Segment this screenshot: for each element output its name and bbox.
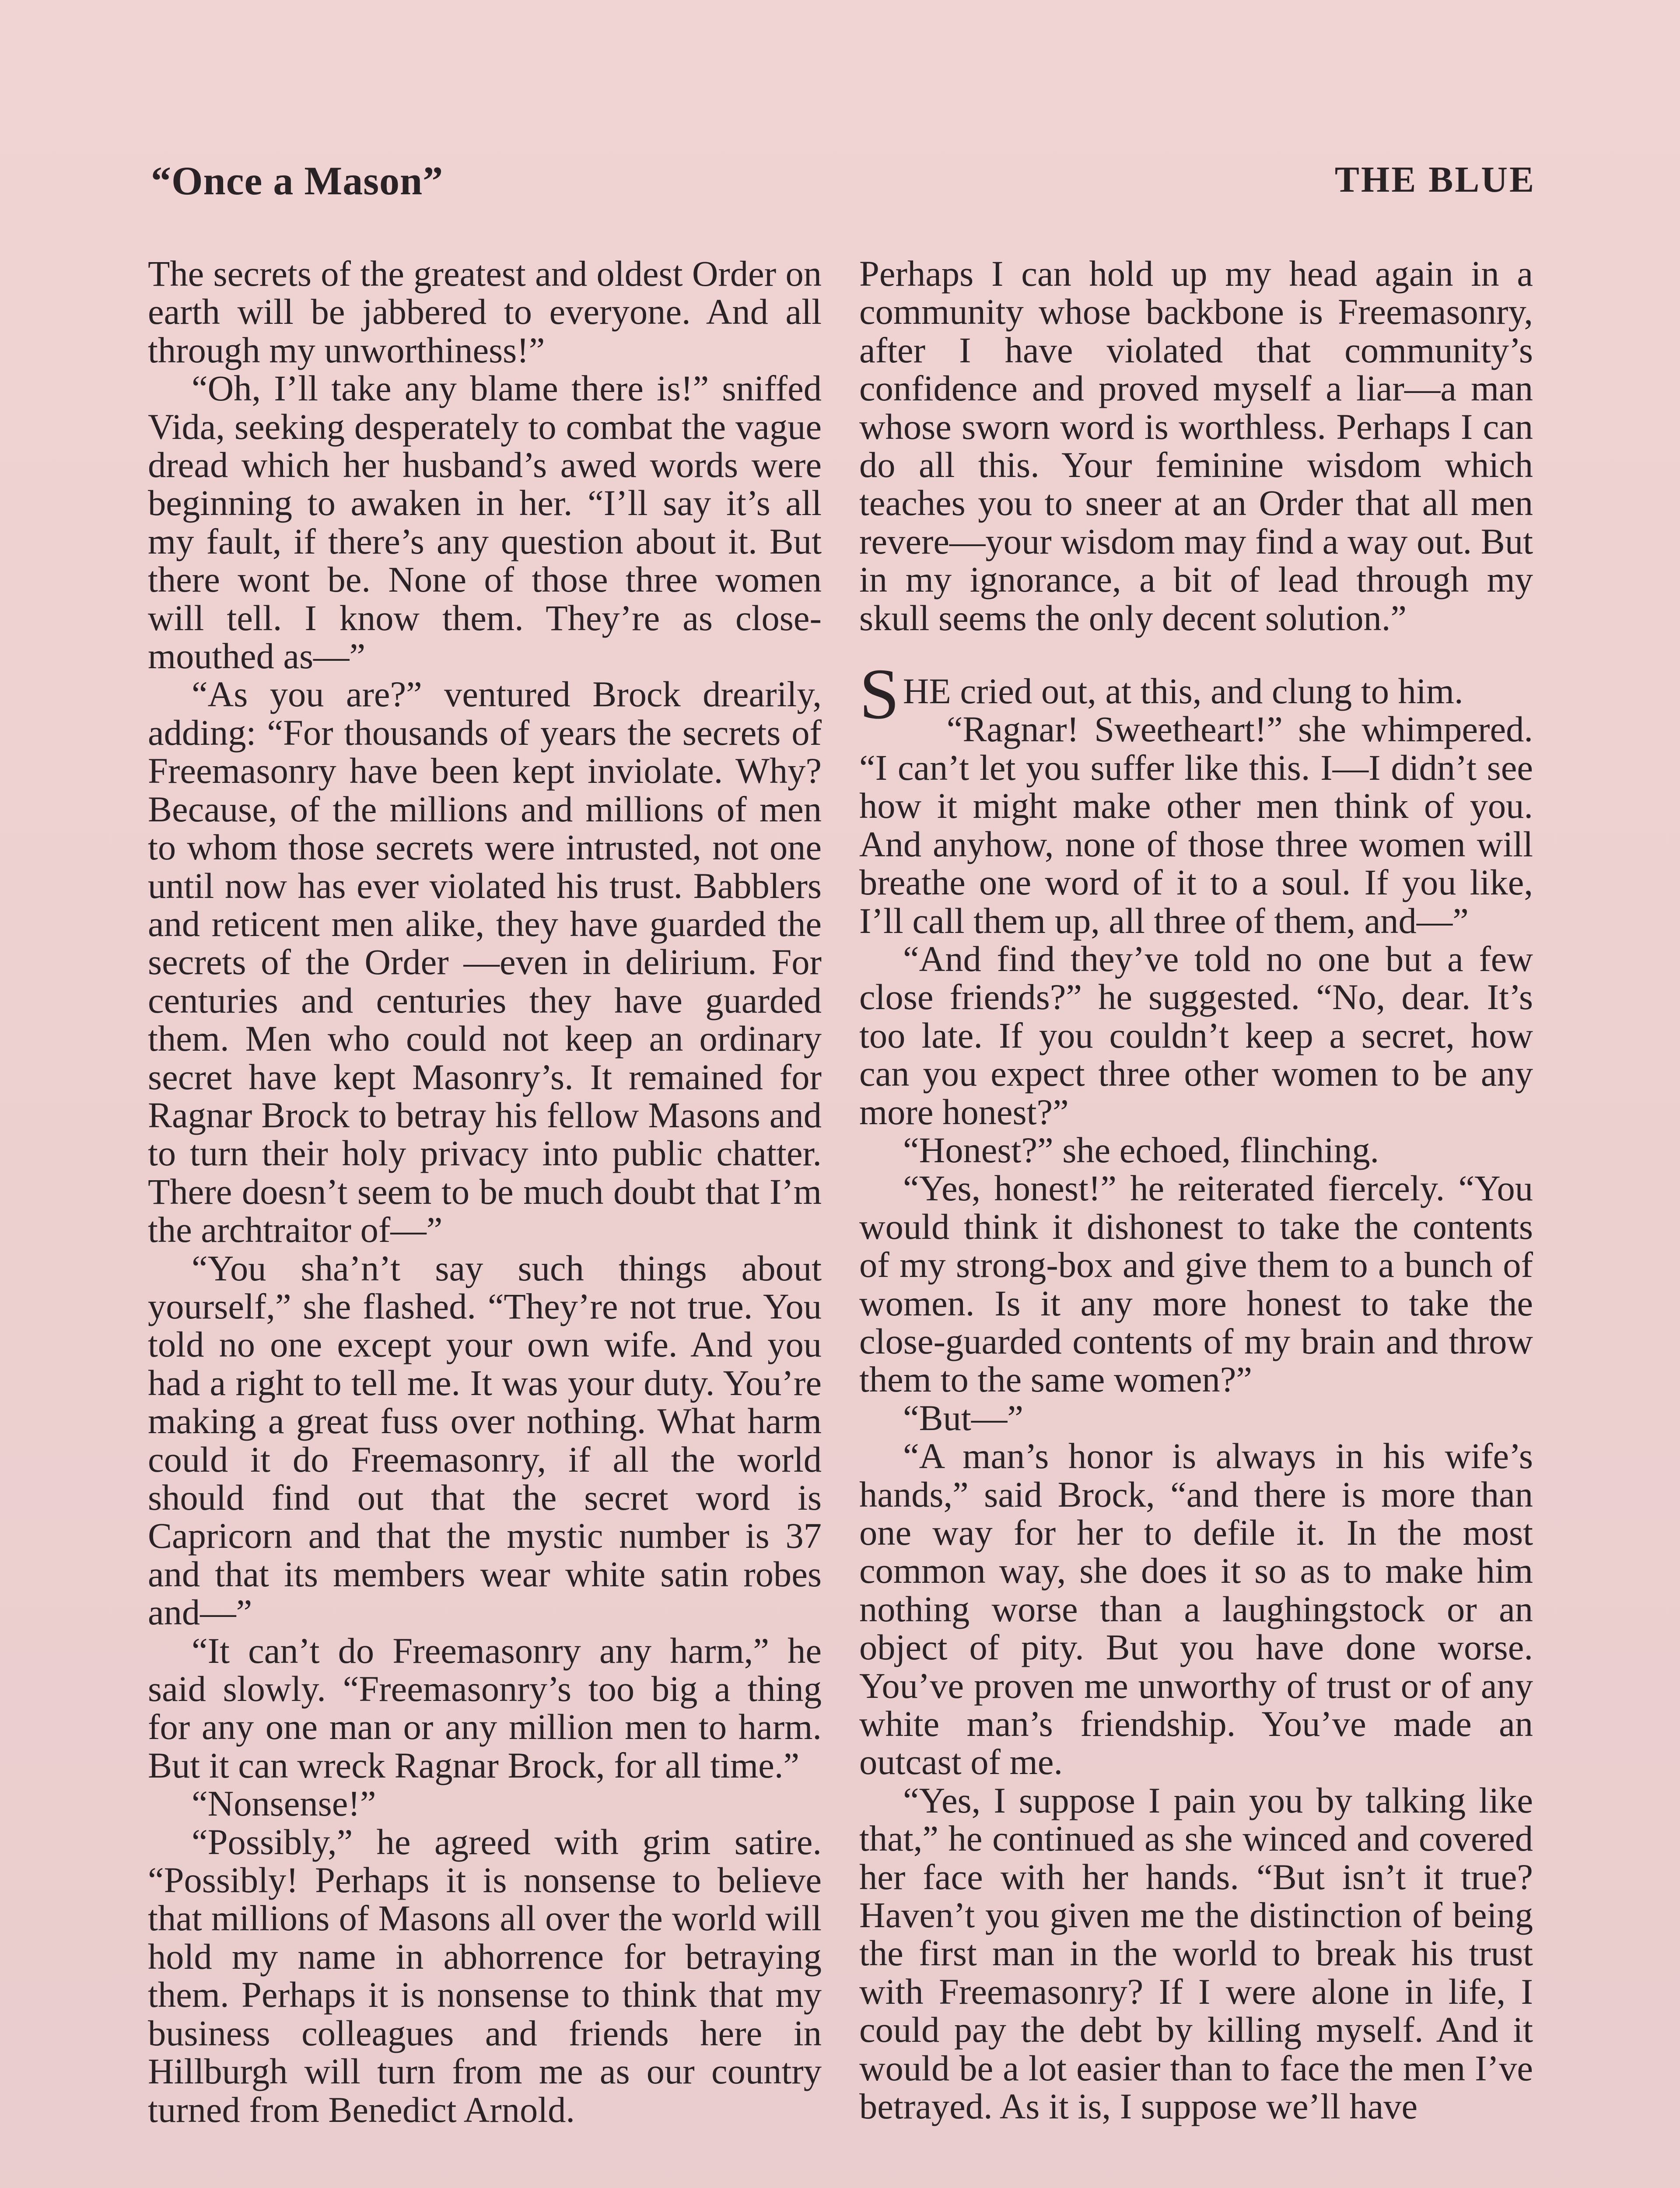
paragraph: “And find they’ve told no one but a few close friends?” he suggested. “No, dear. It’s too late. If you couldn’t keep a secret, how can you expect three other women to be any more honest?” (859, 938, 1533, 1132)
paragraph: “As you are?” ventured Brock drearily, adding: “For thousands of years the secrets of Freemasonry have been kept inviolate. Why? Because, of the millions and millions of men to whom those secrets were intrusted, not one until now has ever violated his trust. Babblers and reticent men alike, they have guarded the secrets of the Order —even in delirium. For centuries and centuries they have guarded them. Men who could not keep an ordinary secret have kept Masonry’s. It remained for Ragnar Brock to betray his fellow Masons and to turn their holy privacy into public chatter. There doesn’t seem to be much doubt that I’m the archtraitor of—” (148, 674, 822, 1250)
paragraph: “Nonsense!” (192, 1783, 376, 1824)
drop-cap-paragraph (859, 654, 1533, 734)
paragraph-text: HE cried out, at this, and clung to him. (903, 671, 1463, 712)
paragraph: “Oh, I’ll take any blame there is!” sniffed Vida, seeking desperately to combat the vague dread which her husband’s awed words were beginning to awaken in her. “I’ll say it’s all my fault, if there’s any question about it. But there wont be. None of those three women will tell. I know them. They’re as close-mouthed as—” (148, 368, 822, 677)
paragraph: “Honest?” she echoed, flinching. (903, 1129, 1379, 1170)
left-text-column (148, 255, 822, 2129)
paragraph: “Possibly,” he agreed with grim satire. “Possibly! Perhaps it is nonsense to believe that millions of Masons all over the world will hold my name in abhorrence for betraying them. Perhaps it is nonsense to think that my business colleagues and friends here in Hillburgh will turn from me as our country turned from Benedict Arnold. (148, 1821, 822, 2130)
paragraph: Perhaps I can hold up my head again in a community whose backbone is Freemasonry, after I have violated that community’s confidence and proved myself a liar—a man whose sworn word is worthless. Perhaps I can do all this. Your feminine wisdom which teaches you to sneer at an Order that all men revere—your wisdom may find a way out. But in my ignorance, a bit of lead through my skull seems the only decent solution.” (859, 253, 1533, 638)
paragraph: “But—” (903, 1397, 1023, 1438)
paragraph: “It can’t do Freemasonry any harm,” he said slowly. “Freemasonry’s too big a thing for any one man or any million men to harm. But it can wreck Ragnar Brock, for all time.” (148, 1630, 822, 1785)
magazine-name-header: THE BLUE (1334, 159, 1536, 200)
drop-cap-letter: S (859, 654, 900, 734)
paragraph: The secrets of the greatest and oldest Order on earth will be jabbered to everyone. And all through my unworthiness!” (148, 253, 822, 370)
story-title-header: “Once a Mason” (151, 158, 444, 203)
paragraph: “Yes, I suppose I pain you by talking like that,” he continued as she winced and covered her face with her hands. “But isn’t it true? Haven’t you given me the distinction of being the first man in the world to break his trust with Freemasonry? If I were alone in life, I could pay the debt by killing myself. And it would be a lot easier than to face the men I’ve betrayed. As it is, I suppose we’ll have (859, 1780, 1533, 2127)
paragraph: “Ragnar! Sweetheart!” she whimpered. “I can’t let you suffer like this. I—I didn’t see how it might make other men think of you. And anyhow, none of those three women will breathe one word of it to a soul. If you like, I’ll call them up, all three of them, and—” (859, 709, 1533, 941)
paragraph: “A man’s honor is always in his wife’s hands,” said Brock, “and there is more than one way for her to defile it. In the most common way, she does it so as to make him nothing worse than a laughingstock or an object of pity. But you have done worse. You’ve proven me unworthy of trust or of any white man’s friendship. You’ve made an outcast of me. (859, 1436, 1533, 1782)
right-text-column (859, 255, 1533, 2126)
paragraph: “Yes, honest!” he reiterated fiercely. “You would think it dishonest to take the contents of my strong-box and give them to a bunch of women. Is it any more honest to take the close-guarded contents of my brain and throw them to the same women?” (859, 1168, 1533, 1400)
paragraph: “You sha’n’t say such things about yourself,” she flashed. “They’re not true. You told no one except your own wife. And you had a right to tell me. It was your duty. You’re making a great fuss over nothing. What harm could it do Freemasonry, if all the world should find out that the secret word is Capricorn and that the mystic number is 37 and that its members wear white satin robes and—” (148, 1248, 822, 1633)
